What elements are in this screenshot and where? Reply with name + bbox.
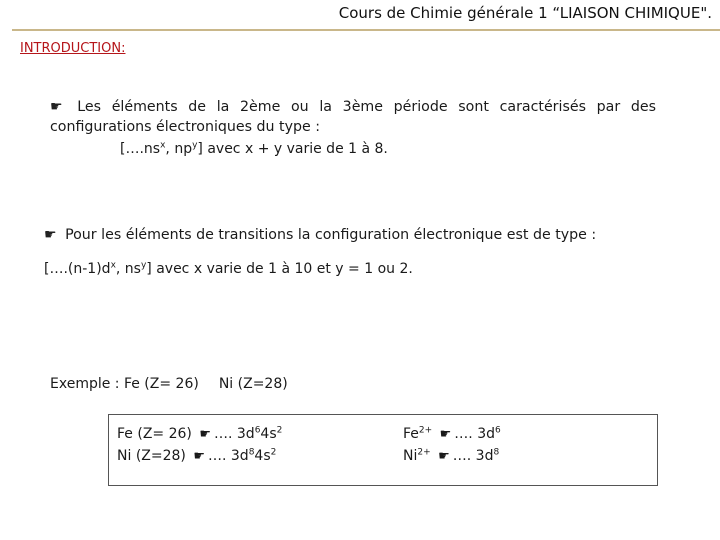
config-superscript: 8 [248, 447, 255, 458]
formula-part: [….ns [120, 141, 161, 157]
config-part: …. 3d [454, 426, 495, 442]
config-part: …. 3d [207, 448, 249, 464]
formula-part: , np [165, 141, 193, 157]
config-superscript: 2 [270, 447, 277, 458]
ion-label: Ni [403, 448, 418, 464]
fe-configuration [117, 426, 282, 442]
pointing-hand-icon: ☛ [193, 449, 205, 464]
config-superscript: 2 [276, 425, 283, 436]
formula-part: ] avec x varie de 1 à 10 et y = 1 ou 2. [146, 261, 413, 277]
paragraph-text: Les éléments de la 2ème ou la 3ème période sont caractérisés par des configurations électroniques du type : [50, 99, 656, 135]
formula-superscript: y [192, 140, 198, 151]
ion-charge: 2+ [418, 425, 433, 436]
course-title: Cours de Chimie générale 1 “LIAISON CHIMIQUE". [338, 4, 712, 22]
element-label: Fe (Z= 26) [117, 426, 192, 442]
config-superscript: 6 [254, 425, 261, 436]
example-line [50, 376, 288, 392]
formula-superscript: x [160, 140, 166, 151]
config-superscript: 6 [495, 425, 501, 436]
example-label: Exemple : Fe (Z= 26) [50, 376, 199, 392]
config-part: …. 3d [452, 448, 494, 464]
page-header [0, 0, 720, 30]
pointing-hand-icon: ☛ [439, 427, 452, 442]
formula-superscript: x [110, 260, 116, 271]
ion-label: Fe [403, 426, 419, 442]
formula-superscript: y [140, 260, 147, 271]
example-second: Ni (Z=28) [218, 376, 288, 392]
formula-part: [….(n-1)d [44, 261, 111, 277]
paragraph-transition-elements [44, 227, 596, 243]
section-title: INTRODUCTION: [20, 41, 126, 56]
formula-part: ] avec x + y varie de 1 à 8. [197, 141, 388, 157]
formula-ns-np [120, 141, 388, 157]
ni-configuration [117, 448, 276, 464]
config-part: …. 3d [213, 426, 255, 442]
paragraph-text: Pour les éléments de transitions la configuration électronique est de type : [65, 227, 597, 243]
formula-part: , ns [115, 261, 141, 277]
pointing-hand-icon: ☛ [44, 227, 57, 243]
fe2-configuration [403, 426, 501, 442]
paragraph-period-elements [50, 97, 656, 137]
config-part: 4s [254, 448, 271, 464]
header-divider [12, 29, 720, 31]
example-configurations-box [108, 414, 658, 486]
ni2-configuration [403, 448, 499, 464]
element-label: Ni (Z=28) [117, 448, 186, 464]
pointing-hand-icon: ☛ [50, 99, 63, 115]
ion-charge: 2+ [417, 447, 431, 458]
config-superscript: 8 [493, 447, 500, 458]
pointing-hand-icon: ☛ [438, 449, 450, 464]
formula-d-ns [44, 261, 413, 277]
config-part: 4s [260, 426, 277, 442]
pointing-hand-icon: ☛ [199, 427, 211, 442]
